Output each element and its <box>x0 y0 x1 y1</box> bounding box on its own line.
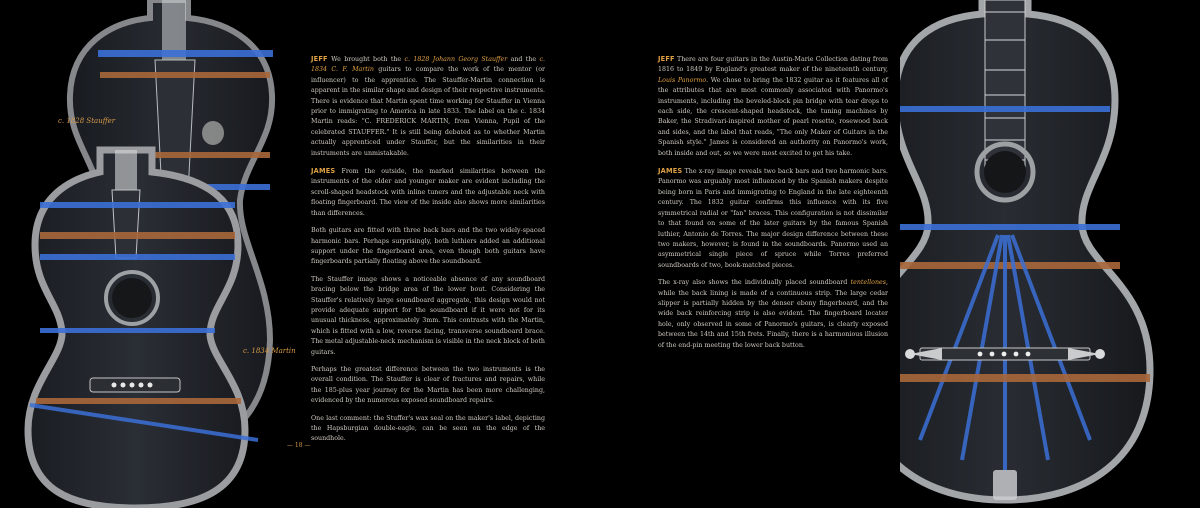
left-text-column <box>311 54 545 452</box>
speaker-james: JAMES <box>311 167 336 176</box>
tentellones-term: tentellones <box>850 279 886 287</box>
paragraph-back-bars: Both guitars are fitted with three back bars and the two widely-spaced harmonic bars. Perhaps surprisingly, both luthiers added an additional support under the fingerboard area, even though both guitars have fingerboards partially floating above the soundboard. <box>311 227 545 266</box>
right-text-column <box>658 54 888 358</box>
speaker-jeff: JEFF <box>311 55 328 63</box>
paragraph-bracing: The Stauffer image shows a noticeable absence of any soundboard bracing below the bridge area of the lower bout. Considering the Stauffer's relatively large soundboard aggregate, this design would not provide adequate support for the soundboard if it were not for its unusual thickness, approximately 3mm. This contrasts with the Martin, which is fitted with a low, reverse facing, transverse soundboard brace. The metal adjustable-neck mechanism is visible in the neck block of both guitars. <box>311 275 545 356</box>
speaker-jeff: JEFF <box>658 55 675 63</box>
paragraph-james-similarities <box>311 166 545 219</box>
martin-title: c. 1834 C. F. Martin <box>311 56 545 74</box>
caption-martin: c. 1834 Martin <box>243 347 296 355</box>
text-segment: There are four guitars in the Austin-Marie Collection dating from 1816 to 1849 by England's greatest maker of the nineteenth century, <box>658 56 888 74</box>
paragraph-condition: Perhaps the greatest difference between the two instruments is the overall condition. The Stauffer is clear of fractures and repairs, while the 185-plus year journey for the Martin has been more challenging, evidenced by the numerous exposed soundboard repairs. <box>311 365 545 405</box>
paragraph-james-xray <box>658 166 888 271</box>
text-segment: . We chose to bring the 1832 guitar as it features all of the attributes that are most commonly associated with Panormo's instruments, including the beveled-block pin bridge with tear drops to each side, the crescent-shaped headstock, the tuning machines by Baker, the Stradivari-inspired mother of pearl rosette, rosewood back and sides, and the label that reads, "The only Maker of Guitars in the Spanish style." James is considered an authority on Panormo's work, both inside and out, so we were most excited to get his take. <box>658 76 888 157</box>
paragraph-tentellones <box>658 278 888 351</box>
text-segment: guitars to compare the work of the mentor (or influencer) to the apprentice. The Stauffer-Martin connection is apparent in the similar shape and design of their respective instruments. There is evidence that Martin spent time working for Stauffer in Vienna prior to immigrating to America in late 1833. The label on the c. 1834 Martin reads: "C. FREDERICK MARTIN, from Vienna, Pupil of the celebrated STAUFFER." It is still being debated as to whether Martin actually apprenticed under Stauffer, but the similarities in their instruments are unmistakable. <box>311 66 545 157</box>
text-segment: We brought both the <box>327 56 405 63</box>
stauffer-title: c. 1828 Johann Georg Stauffer <box>404 56 508 63</box>
text-segment: and the <box>507 56 540 63</box>
right-page <box>600 0 1200 508</box>
paragraph-jeff-stauffer-martin <box>311 54 545 159</box>
text-segment: The x-ray also shows the individually placed soundboard <box>658 279 851 287</box>
paragraph-jeff-panormo <box>658 54 888 159</box>
page-number: — 18 — <box>287 442 311 449</box>
panormo-guitar-xray <box>900 0 1150 500</box>
text-segment: , while the back lining is made of a continuous strip. The large cedar slipper is partially hidden by the denser ebony fingerboard, and the wide back reinforcing strip is also evident. The fingerboard locater hole, only observed in some of Panormo's guitars, is clearly exposed between the 14th and 15th frets. Finally, there is a harmonious illusion of the end-pin meeting the lower back button. <box>658 279 888 349</box>
caption-stauffer: c. 1828 Stauffer <box>58 117 116 125</box>
text-segment: From the outside, the marked similarities between the instruments of the older and younger maker are evident including the scroll-shaped headstock with inline tuners and the adjustable neck with floating fingerboard. The view of the inside also shows more similarities than differences. <box>311 168 545 217</box>
paragraph-wax-seal: One last comment: the Stuffer's wax seal on the maker's label, depicting the Hapsburgian double-eagle, can be seen on the edge of the soundhole. <box>311 414 545 443</box>
speaker-james: JAMES <box>658 167 683 176</box>
text-segment: The x-ray image reveals two back bars and two harmonic bars. Panormo was arguably most influenced by the Spanish makers despite being born in Paris and immigrating to England in the late eighteenth century. The 1832 guitar confirms this influence with its five symmetrical radial or "fan" braces. This configuration is not dissimilar to that found on some of the later guitars by the famous Spanish luthier, Antonio de Torres. The major design difference between these two makers, however, is found in the soundboards. Panormo used an asymmetrical single piece of spruce while Torres preferred soundboards of two, book-matched pieces. <box>658 168 888 269</box>
panormo-name: Louis Panormo <box>658 76 707 84</box>
panormo-xray-image <box>900 0 1200 508</box>
